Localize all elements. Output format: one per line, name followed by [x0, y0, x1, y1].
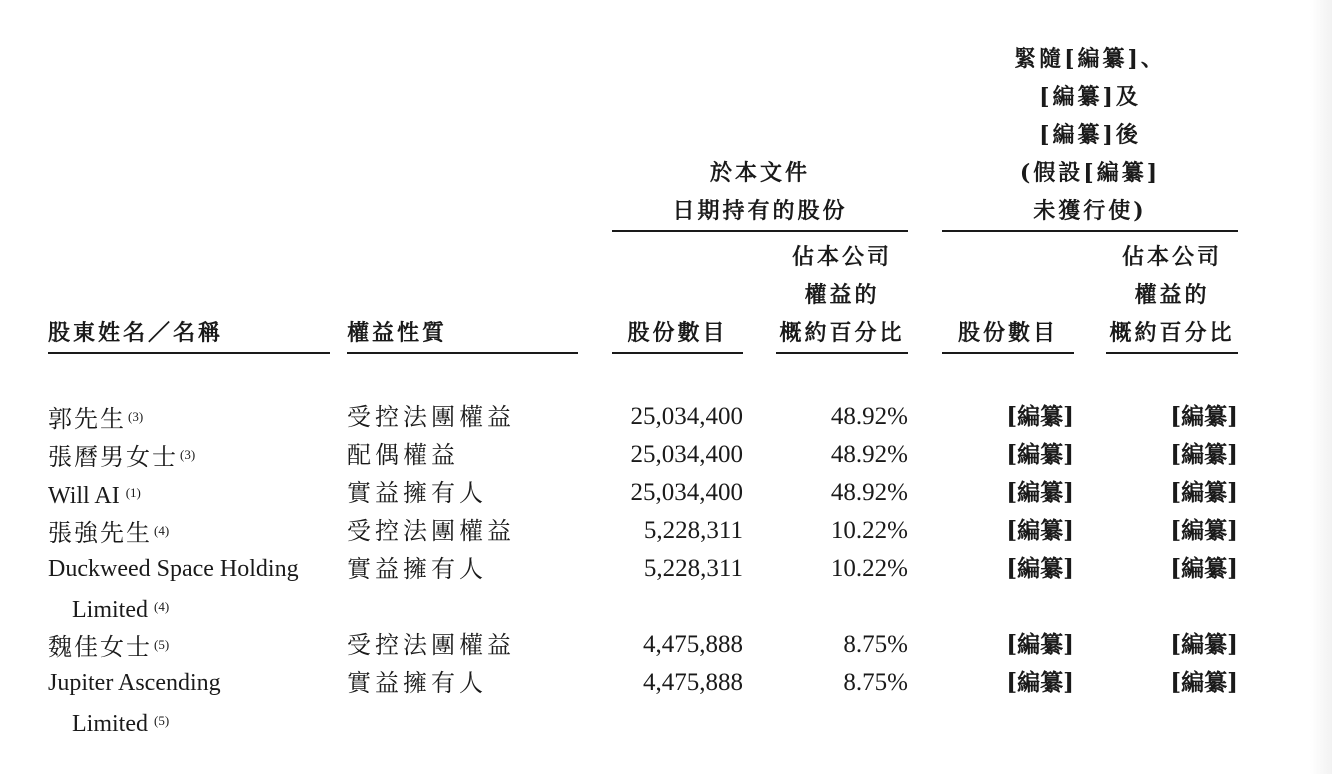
header-pct-line: 權益的 — [1134, 282, 1210, 308]
column-rule-shares-current — [612, 352, 743, 354]
header-group-after-line: [編纂]後 — [1039, 122, 1141, 148]
shares-after: [編纂] — [1006, 517, 1074, 544]
header-nature-of-interest: 權益性質 — [347, 320, 448, 346]
header-shareholder-name: 股東姓名／名稱 — [48, 320, 224, 346]
header-shares-current: 股份數目 — [627, 320, 728, 346]
shares-after: [編纂] — [1006, 669, 1074, 696]
header-group-after-line: 未獲行使) — [1033, 198, 1147, 224]
table-row — [0, 398, 1332, 436]
shareholder-name: Duckweed Space Holding — [48, 556, 299, 582]
pct-after: [編纂] — [1170, 555, 1238, 582]
table-row — [0, 474, 1332, 512]
column-rule-pct-current — [776, 352, 908, 354]
shares-after: [編纂] — [1006, 441, 1074, 468]
shareholder-name — [48, 398, 143, 438]
shareholder-name: Jupiter Ascending — [48, 670, 221, 696]
pct-current: 48.92% — [830, 403, 908, 430]
shares-current: 25,034,400 — [630, 441, 743, 468]
shareholder-name-text: Limited — [72, 597, 148, 623]
pct-after: [編纂] — [1170, 441, 1238, 468]
shares-current: 4,475,888 — [643, 631, 743, 658]
shareholder-name-text: 魏佳女士 — [48, 633, 152, 661]
header-group-after-line: (假設[編纂] — [1019, 160, 1161, 186]
shareholder-name — [48, 626, 169, 666]
shareholder-name-continuation — [72, 588, 169, 629]
shares-after: [編纂] — [1006, 479, 1074, 506]
shares-current: 25,034,400 — [630, 479, 743, 506]
shares-after: [編纂] — [1006, 631, 1074, 658]
header-group-current-line: 日期持有的股份 — [672, 198, 848, 224]
nature-of-interest: 實益擁有人 — [347, 669, 487, 697]
pct-current: 8.75% — [843, 669, 908, 696]
footnote-ref: (3) — [180, 447, 196, 462]
header-group-after-line: 緊隨[編纂]、 — [1014, 46, 1166, 72]
pct-after: [編纂] — [1170, 517, 1238, 544]
shareholder-name — [48, 474, 141, 515]
group-rule-current — [612, 230, 908, 232]
footnote-ref: (5) — [153, 713, 170, 728]
header-pct-line: 權益的 — [804, 282, 880, 308]
header-group-current — [612, 154, 908, 230]
footnote-ref: (4) — [153, 599, 170, 614]
nature-of-interest: 實益擁有人 — [347, 555, 487, 583]
shareholder-name — [48, 436, 195, 476]
table-row — [0, 550, 1332, 588]
header-shares-after: 股份數目 — [957, 320, 1058, 346]
footnote-ref: (4) — [154, 523, 170, 538]
column-rule-name — [48, 352, 330, 354]
nature-of-interest: 實益擁有人 — [347, 479, 487, 507]
table-row — [0, 436, 1332, 474]
shares-current: 5,228,311 — [643, 555, 743, 582]
shareholder-name-text: 張曆男女士 — [48, 443, 178, 471]
shares-after: [編纂] — [1006, 555, 1074, 582]
pct-after: [編纂] — [1170, 479, 1238, 506]
table-row — [0, 664, 1332, 702]
nature-of-interest: 受控法團權益 — [347, 403, 515, 431]
pct-current: 10.22% — [830, 517, 908, 544]
pct-after: [編纂] — [1170, 669, 1238, 696]
nature-of-interest: 受控法團權益 — [347, 517, 515, 545]
shares-after: [編纂] — [1006, 403, 1074, 430]
footnote-ref: (3) — [128, 409, 144, 424]
shares-current: 25,034,400 — [630, 403, 743, 430]
header-pct-line: 佔本公司 — [1121, 244, 1222, 270]
header-pct-line: 佔本公司 — [791, 244, 892, 270]
column-rule-nature — [347, 352, 578, 354]
table-row — [0, 626, 1332, 664]
header-group-current-line: 於本文件 — [709, 160, 810, 186]
table-row — [0, 512, 1332, 550]
pct-current: 48.92% — [830, 479, 908, 506]
header-group-after-line: [編纂]及 — [1039, 84, 1141, 110]
header-pct-after — [1106, 238, 1238, 352]
nature-of-interest: 受控法團權益 — [347, 631, 515, 659]
shares-current: 4,475,888 — [643, 669, 743, 696]
column-rule-shares-after — [942, 352, 1074, 354]
shareholder-name-text: 張強先生 — [48, 519, 152, 547]
shareholder-name-continuation — [72, 702, 169, 743]
nature-of-interest: 配偶權益 — [347, 441, 459, 469]
header-group-after — [942, 40, 1238, 230]
shareholder-name — [48, 512, 169, 552]
shares-current: 5,228,311 — [643, 517, 743, 544]
shareholder-name-text: Will AI — [48, 483, 120, 509]
pct-current: 48.92% — [830, 441, 908, 468]
footnote-ref: (1) — [125, 485, 141, 500]
footnote-ref: (5) — [154, 637, 170, 652]
pct-current: 10.22% — [830, 555, 908, 582]
header-pct-line: 概約百分比 — [779, 320, 905, 346]
pct-after: [編纂] — [1170, 403, 1238, 430]
shareholder-name-text: 郭先生 — [48, 405, 126, 433]
group-rule-after — [942, 230, 1238, 232]
header-pct-line: 概約百分比 — [1109, 320, 1235, 346]
pct-current: 8.75% — [843, 631, 908, 658]
column-rule-pct-after — [1106, 352, 1238, 354]
shareholder-name-text: Limited — [72, 711, 148, 737]
header-pct-current — [776, 238, 908, 352]
pct-after: [編纂] — [1170, 631, 1238, 658]
